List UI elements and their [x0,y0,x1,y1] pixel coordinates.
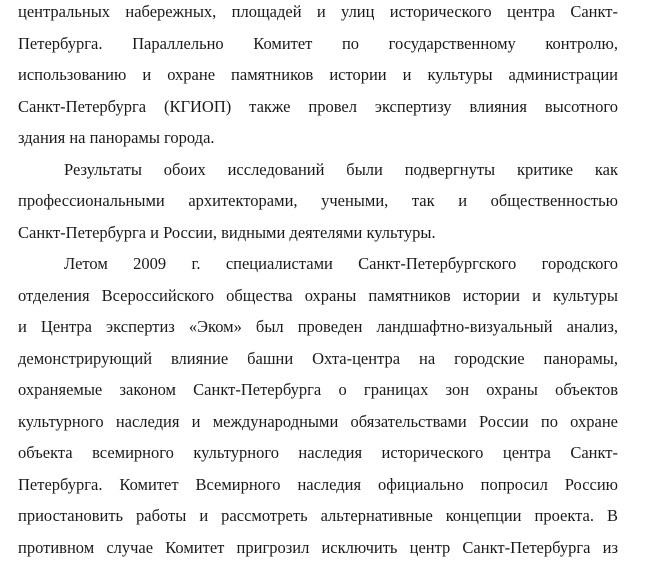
text-line: демонстрирующий влияние башни Охта-центра на городские панорамы, [18,349,618,368]
text-line: приостановить работы и рассмотреть альтернативные концепции проекта. В [18,506,618,525]
text-line: Санкт-Петербурга и России, видными деятелями культуры. [18,223,436,242]
text-line: Петербурга. Параллельно Комитет по государственному контролю, [18,34,618,53]
text-line: использованию и охране памятников истории и культуры администрации [18,65,618,84]
text-line: противном случае Комитет пригрозил исключить центр Санкт-Петербурга из [18,538,618,557]
paragraph-first-line: Летом 2009 г. специалистами Санкт-Петербургского городского [64,254,618,273]
document-page [18,0,618,565]
text-line: Санкт-Петербурга (КГИОП) также провел экспертизу влияния высотного [18,97,618,116]
text-line: культурного наследия и международными обязательствами России по охране [18,412,618,431]
text-line: Петербурга. Комитет Всемирного наследия официально попросил Россию [18,475,618,494]
paragraph-first-line: Результаты обоих исследований были подвергнуты критике как [64,160,618,179]
text-line: охраняемые законом Санкт-Петербурга о границах зон охраны объектов [18,380,618,399]
text-line: центральных набережных, площадей и улиц исторического центра Санкт- [18,2,618,21]
text-line: и Центра экспертиз «Эком» был проведен ландшафтно-визуальный анализ, [18,317,618,336]
text-line: профессиональными архитекторами, учеными, так и общественностью [18,191,618,210]
text-line: здания на панорамы города. [18,128,215,147]
text-line: отделения Всероссийского общества охраны памятников истории и культуры [18,286,618,305]
text-line: объекта всемирного культурного наследия исторического центра Санкт- [18,443,618,462]
